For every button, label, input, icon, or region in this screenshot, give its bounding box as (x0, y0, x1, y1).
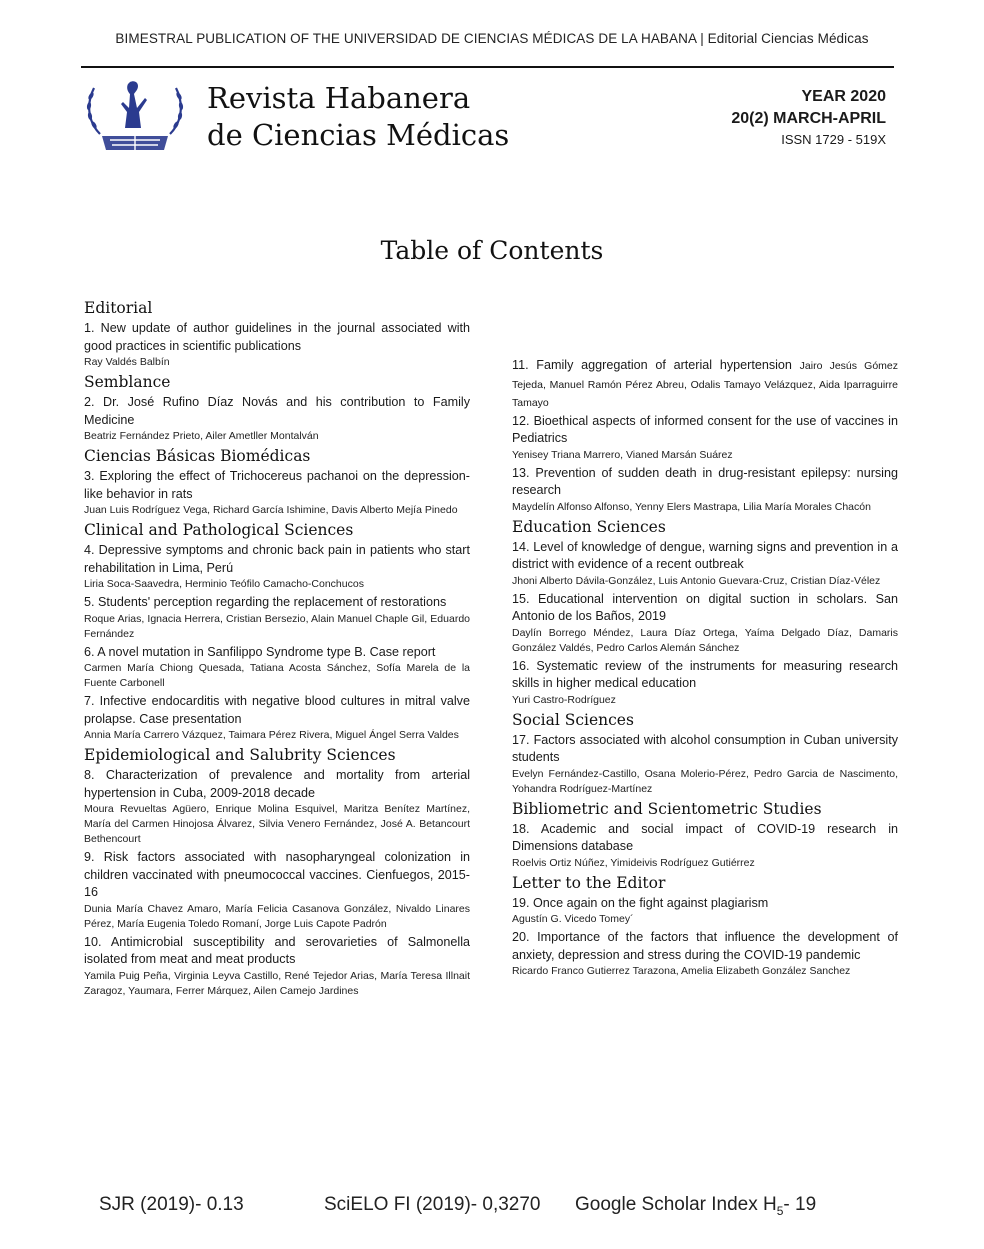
article-authors: Annia María Carrero Vázquez, Taimara Pérez Rivera, Miguel Ángel Serra Valdes (84, 729, 459, 741)
article-authors: Yamila Puig Peña, Virginia Leyva Castillo, René Tejedor Arias, María Teresa Illnait Zaragoz, Yaumara, Ferrer Márquez, Ailen Camejo Jardines (84, 969, 470, 997)
article-title[interactable]: 9. Risk factors associated with nasopharyngeal colonization in children vaccinated with pneumococcal vaccines. Cienfuegos, 2015-16 (84, 850, 470, 899)
google-scholar-metric (575, 1194, 816, 1218)
header-rule (81, 66, 894, 68)
article-authors: Agustín G. Vicedo Tomey´ (512, 913, 634, 925)
article-authors: Daylín Borrego Méndez, Laura Díaz Ortega, Yaíma Delgado Díaz, Damaris González Valdés, Pedro Carlos Alemán Sánchez (512, 626, 898, 654)
issue-info (731, 86, 886, 150)
google-subscript: 5 (776, 1203, 784, 1218)
article-authors: Moura Revueltas Agüero, Enrique Molina Esquivel, Maritza Benítez Martínez, María del Carmen Hinojosa Álvarez, Silvia Venero Fernández, José A. Betancourt Bethencourt (84, 803, 470, 845)
article-authors: Carmen María Chiong Quesada, Tatiana Acosta Sánchez, Sofía Marela de la Fuente Carbonell (84, 662, 470, 689)
article-title[interactable] (512, 357, 898, 413)
article-title[interactable]: 13. Prevention of sudden death in drug-resistant epilepsy: nursing research (512, 465, 898, 497)
section-heading: Letter to the Editor (512, 873, 666, 892)
google-suffix: - 19 (783, 1194, 817, 1215)
article-authors: Evelyn Fernández-Castillo, Osana Molerio-Pérez, Pedro Garcia de Nascimento, Yohandra Rodríguez-Martínez (512, 767, 898, 795)
article-title[interactable]: 5. Students' perception regarding the replacement of restorations (84, 595, 447, 609)
sjr-metric: SJR (2019)- 0.13 (99, 1194, 244, 1215)
issn: ISSN 1729 - 519X (781, 132, 886, 147)
article-authors: Ricardo Franco Gutierrez Tarazona, Amelia Elizabeth González Sanchez (512, 965, 851, 977)
section-heading: Ciencias Básicas Biomédicas (84, 447, 311, 465)
scielo-metric: SciELO FI (2019)- 0,3270 (324, 1194, 541, 1215)
article-authors: Jairo Jesús Gómez Tejeda, Manuel Ramón Pérez Abreu, Odalis Tamayo Velázquez, Aida Iparraguirre Tamayo (512, 360, 898, 409)
article-title[interactable]: 20. Importance of the factors that influence the development of anxiety, depression and stress during the COVID-19 pandemic (512, 930, 898, 962)
article-authors: Maydelín Alfonso Alfonso, Yenny Elers Mastrapa, Lilia María Morales Chacón (512, 500, 871, 513)
article-title[interactable]: 17. Factors associated with alcohol consumption in Cuban university students (512, 732, 898, 764)
article-title[interactable]: 2. Dr. José Rufino Díaz Novás and his contribution to Family Medicine (84, 395, 470, 427)
article-title[interactable]: 16. Systematic review of the instruments for measuring research skills in higher medical education (512, 658, 898, 690)
google-prefix: Google Scholar Index H (575, 1194, 777, 1215)
article-authors: Juan Luis Rodríguez Vega, Richard García Ishimine, Davis Alberto Mejía Pinedo (84, 504, 458, 516)
article-title[interactable]: 14. Level of knowledge of dengue, warning signs and prevention in a district with evidence of a recent outbreak (512, 539, 898, 571)
article-title[interactable]: 19. Once again on the fight against plagiarism (512, 895, 769, 910)
article-authors: Roque Arias, Ignacia Herrera, Cristian Bersezio, Alain Manuel Chaple Gil, Eduardo Fernández (84, 612, 470, 640)
article-title[interactable]: 18. Academic and social impact of COVID-19 research in Dimensions database (512, 821, 898, 853)
article-authors: Dunia María Chavez Amaro, María Felicia Casanova González, Nivaldo Linares Pérez, María Eugenia Toledo Romaní, Jorge Luis Capote Padrón (84, 902, 470, 930)
issue-number: 20(2) MARCH-APRIL (731, 110, 886, 127)
article-title[interactable]: 4. Depressive symptoms and chronic back pain in patients who start rehabilitation in Lima, Perú (84, 543, 470, 575)
article-title[interactable]: 7. Infective endocarditis with negative blood cultures in mitral valve prolapse. Case presentation (84, 694, 470, 726)
section-heading: Bibliometric and Scientometric Studies (512, 799, 822, 818)
journal-title (207, 80, 509, 154)
article-authors: Liria Soca-Saavedra, Herminio Teófilo Camacho-Conchucos (84, 578, 364, 590)
article-title[interactable]: 15. Educational intervention on digital suction in scholars. San Antonio de los Baños, 2019 (512, 591, 898, 623)
section-heading: Education Sciences (512, 517, 666, 536)
section-heading: Social Sciences (512, 710, 634, 729)
article-authors: Beatriz Fernández Prieto, Ailer Ametller Montalván (84, 430, 319, 442)
article-title-text[interactable]: 11. Family aggregation of arterial hypertension (512, 358, 792, 372)
article-title[interactable]: 10. Antimicrobial susceptibility and serovarieties of Salmonella isolated from meat and meat products (84, 934, 470, 966)
article-authors: Jhoni Alberto Dávila-González, Luis Antonio Guevara-Cruz, Cristian Díaz-Vélez (512, 574, 881, 587)
publication-line: BIMESTRAL PUBLICATION OF THE UNIVERSIDAD DE CIENCIAS MÉDICAS DE LA HABANA | Editorial Ciencias Médicas (115, 31, 869, 46)
article-authors: Roelvis Ortiz Núñez, Yimideivis Rodríguez Gutiérrez (512, 856, 755, 869)
section-heading: Clinical and Pathological Sciences (84, 521, 354, 539)
section-heading: Editorial (84, 299, 153, 317)
toc-left-column (84, 298, 470, 1001)
article-authors: Yuri Castro-Rodríguez (512, 693, 616, 706)
article-title[interactable]: 6. A novel mutation in Sanfilippo Syndrome type B. Case report (84, 644, 436, 659)
journal-title-line2: de Ciencias Médicas (207, 118, 510, 152)
article-title[interactable]: 12. Bioethical aspects of informed consent for the use of vaccines in Pediatrics (512, 413, 898, 445)
journal-title-line1: Revista Habanera (207, 81, 471, 115)
issue-year: YEAR 2020 (801, 88, 886, 105)
section-heading: Epidemiological and Salubrity Sciences (84, 746, 396, 764)
article-authors: Yenisey Triana Marrero, Vianed Marsán Suárez (512, 448, 733, 461)
toc-right-column (512, 357, 898, 981)
article-title[interactable]: 1. New update of author guidelines in the journal associated with good practices in scientific publications (84, 321, 470, 353)
article-title[interactable]: 8. Characterization of prevalence and mortality from arterial hypertension in Cuba, 2009-2018 decade (84, 768, 470, 800)
journal-logo-icon (80, 74, 190, 160)
section-heading: Semblance (84, 373, 171, 391)
article-title[interactable]: 3. Exploring the effect of Trichocereus pachanoi on the depression-like behavior in rats (84, 469, 470, 501)
article-authors: Ray Valdés Balbín (84, 356, 170, 368)
page-title: Table of Contents (380, 236, 604, 265)
